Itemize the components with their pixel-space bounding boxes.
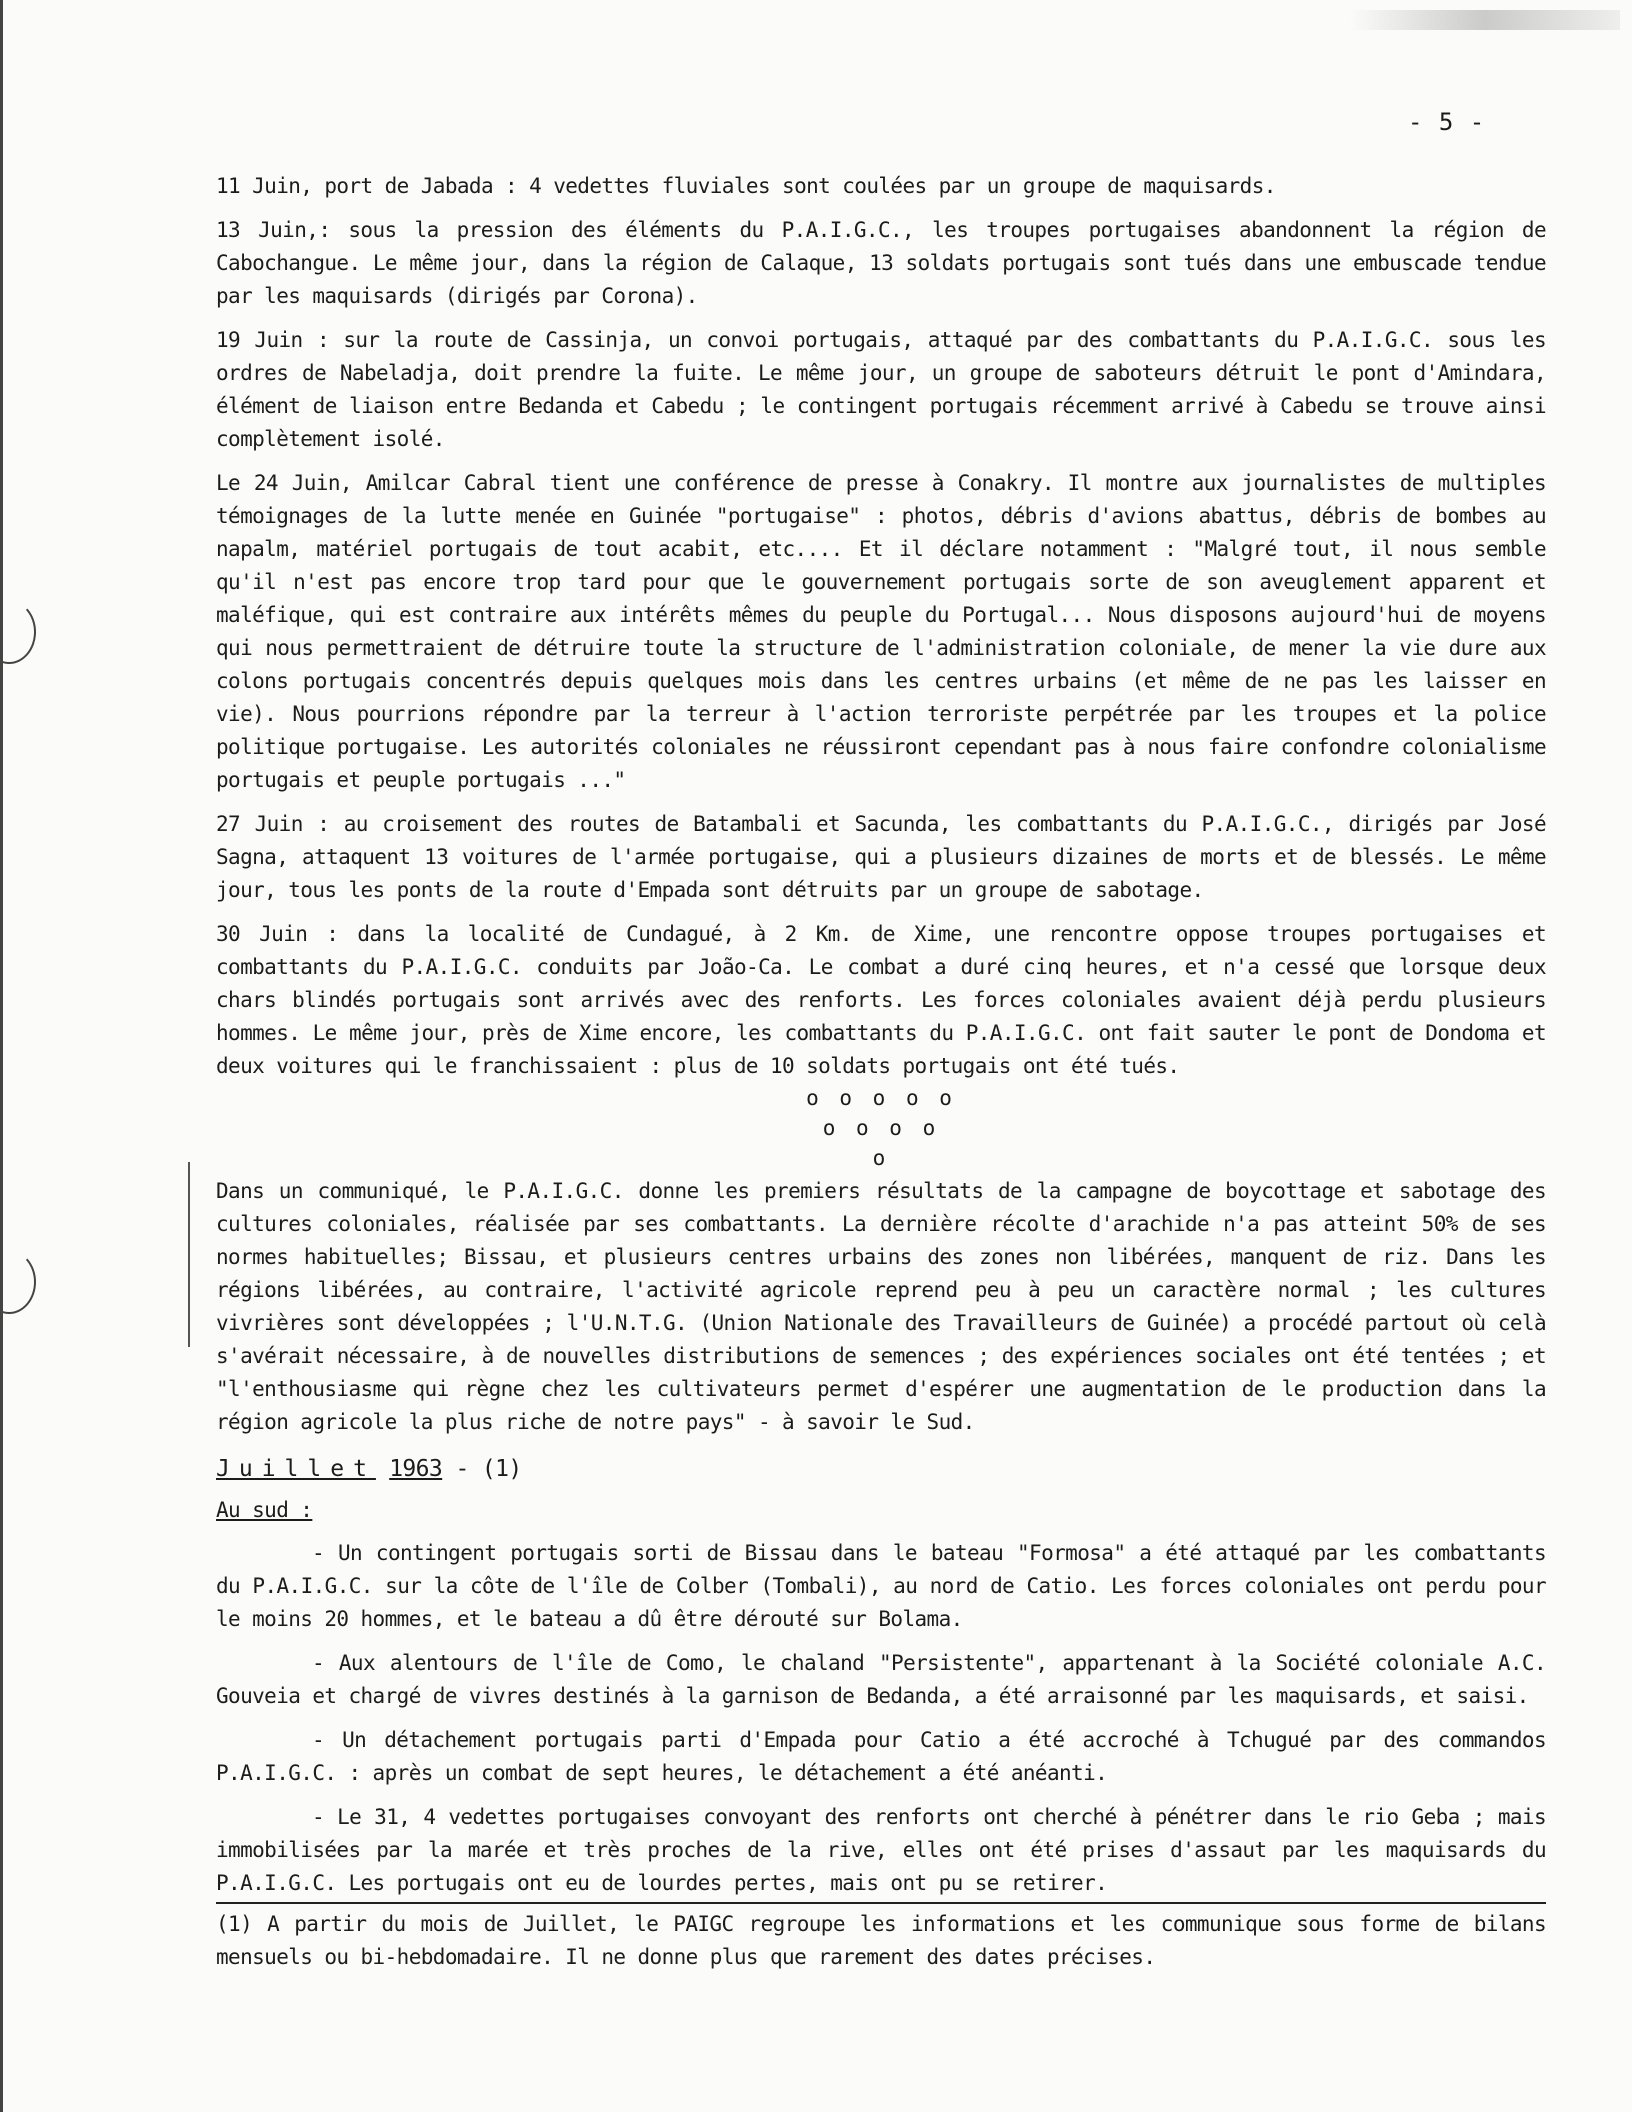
scan-left-edge — [0, 0, 3, 2112]
footnote: (1) A partir du mois de Juillet, le PAIGC regroupe les informations et les communique sous forme de bilans mensuels ou bi-hebdomadaire. Il ne donne plus que rarement des dates précises. — [216, 1902, 1546, 1974]
paragraph-communique: Dans un communiqué, le P.A.I.G.C. donne les premiers résultats de la campagne de boycottage et sabotage des cultures coloniales, réalisée par ses combattants. La dernière récolte d'arachide n'a pas atteint 50% de ses normes habituelles; Bissau, et plusieurs centres urbains des zones non libérées, manquent de riz. Dans les régions libérées, au contraire, l'activité agricole reprend peu à peu un caractère normal ; les cultures vivrières sont développées ; l'U.N.T.G. (Union Nationale des Travailleurs de Guinée) a procédé partout où celà s'avérait nécessaire, à de nouvelles distributions de semences ; des expériences sociales ont été tentées ; et "l'enthousiasme qui règne chez les cultivateurs permet d'espérer une augmentation de le production dans la région agricole la plus riche de notre pays" - à savoir le Sud. — [216, 1179, 1546, 1434]
footnote-reference: - (1) — [455, 1456, 522, 1482]
list-item: - Aux alentours de l'île de Como, le chaland "Persistente", appartenant à la Société coloniale A.C. Gouveia et chargé de vivres destinés à la garnison de Bedanda, a été arraisonné par les maquisards, et saisi. — [216, 1651, 1546, 1708]
scan-smudge — [1350, 10, 1620, 30]
subheading-au-sud: Au sud : — [216, 1498, 313, 1522]
separator-line: o — [872, 1146, 890, 1170]
section-heading-year: 1963 — [389, 1456, 443, 1482]
section-heading-month: Juillet — [216, 1456, 376, 1482]
list-item: - Un contingent portugais sorti de Bissau dans le bateau "Formosa" a été attaqué par les combattants du P.A.I.G.C. sur la côte de l'île de Colber (Tombali), au nord de Catio. Les forces coloniales ont perdu pour le moins 20 hommes, et le bateau a dû être dérouté sur Bolama. — [216, 1541, 1546, 1631]
separator — [216, 1083, 1546, 1173]
punch-hole-mark — [0, 1250, 36, 1314]
punch-hole-mark — [0, 600, 36, 664]
margin-pencil-line — [188, 1162, 190, 1347]
document-body — [216, 170, 1546, 1974]
page-number: - 5 - — [1408, 108, 1486, 136]
paragraph-19-juin: 19 Juin : sur la route de Cassinja, un convoi portugais, attaqué par des combattants du P.A.I.G.C. sous les ordres de Nabeladja, doit prendre la fuite. Le même jour, un groupe de saboteurs détruit le pont d'Amindara, élément de liaison entre Bedanda et Cabedu ; le contingent portugais récemment arrivé à Cabedu se trouve ainsi complètement isolé. — [216, 328, 1546, 451]
paragraph-11-juin: 11 Juin, port de Jabada : 4 vedettes fluviales sont coulées par un groupe de maquisards. — [216, 174, 1276, 198]
paragraph-27-juin: 27 Juin : au croisement des routes de Batambali et Sacunda, les combattants du P.A.I.G.C., dirigés par José Sagna, attaquent 13 voitures de l'armée portugaise, qui a plusieurs dizaines de morts et de blessés. Le même jour, tous les ponts de la route d'Empada sont détruits par un groupe de sabotage. — [216, 812, 1546, 902]
paragraph-30-juin: 30 Juin : dans la localité de Cundagué, à 2 Km. de Xime, une rencontre oppose troupes portugaises et combattants du P.A.I.G.C. conduits par João-Ca. Le combat a duré cinq heures, et n'a cessé que lorsque deux chars blindés portugais sont arrivés avec des renforts. Les forces coloniales avaient déjà perdu plusieurs hommes. Le même jour, près de Xime encore, les combattants du P.A.I.G.C. ont fait sauter le pont de Dondoma et deux voitures qui le franchissaient : plus de 10 soldats portugais ont été tués. — [216, 922, 1546, 1078]
list-item: - Le 31, 4 vedettes portugaises convoyant des renforts ont cherché à pénétrer dans le rio Geba ; mais immobilisées par la marée et très proches de la rive, elles ont été prises d'assaut par les maquisards du P.A.I.G.C. Les portugais ont eu de lourdes pertes, mais ont pu se retirer. — [216, 1805, 1546, 1895]
paragraph-13-juin: 13 Juin,: sous la pression des éléments du P.A.I.G.C., les troupes portugaises abandonnent la région de Cabochangue. Le même jour, dans la région de Calaque, 13 soldats portugais sont tués dans une embuscade tendue par les maquisards (dirigés par Corona). — [216, 218, 1546, 308]
section-heading — [216, 1453, 1546, 1486]
list-item: - Un détachement portugais parti d'Empada pour Catio a été accroché à Tchugué par des commandos P.A.I.G.C. : après un combat de sept heures, le détachement a été anéanti. — [216, 1728, 1546, 1785]
separator-line: o o o o — [822, 1116, 940, 1140]
paragraph-24-juin: Le 24 Juin, Amilcar Cabral tient une conférence de presse à Conakry. Il montre aux journalistes de multiples témoignages de la lutte menée en Guinée "portugaise" : photos, débris d'avions abattus, débris de bombes au napalm, matériel portugais de tout acabit, etc.... Et il déclare notamment : "Malgré tout, il nous semble qu'il n'est pas encore trop tard pour que le gouvernement portugais sorte de son aveuglement apparent et maléfique, qui est contraire aux intérêts mêmes du peuple du Portugal... Nous disposons aujourd'hui de moyens qui nous permettraient de détruire toute la structure de l'administration coloniale, de mener la vie dure aux colons portugais concentrés depuis quelques mois dans les centres urbains (et même de ne pas les laisser en vie). Nous pourrions répondre par la terreur à l'action terroriste perpétrée par les troupes et la police politique portugaise. Les autorités coloniales ne réussiront cependant pas à nous faire confondre colonialisme portugais et peuple portugais ..." — [216, 471, 1546, 792]
separator-line: o o o o o — [806, 1086, 956, 1110]
